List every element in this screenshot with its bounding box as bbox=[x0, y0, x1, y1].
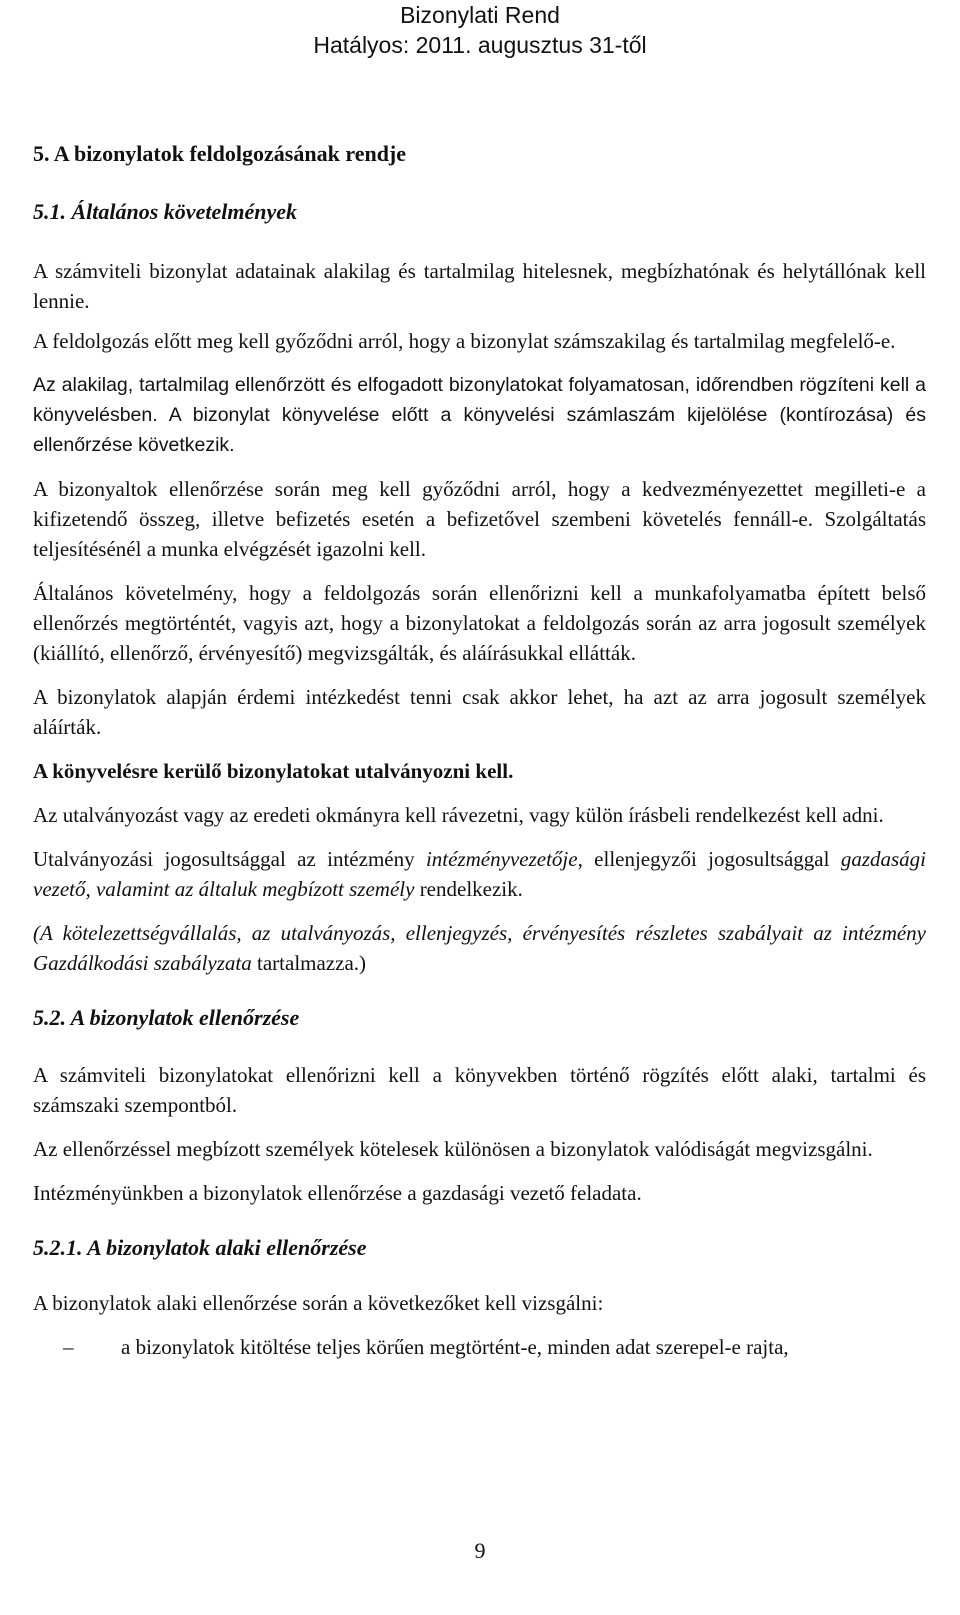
header-effective-date: Hatályos: 2011. augusztus 31-től bbox=[313, 32, 647, 58]
section-5-heading: 5. A bizonylatok feldolgozásának rendje bbox=[33, 141, 407, 166]
text-run: rendelkezik. bbox=[414, 877, 523, 901]
paragraph bbox=[33, 918, 926, 978]
header-title: Bizonylati Rend bbox=[400, 2, 560, 28]
paragraph bbox=[33, 844, 926, 904]
paragraph: A bizonylatok alapján érdemi intézkedést tenni csak akkor lehet, ha azt az arra jogosult személyek aláírták. bbox=[33, 685, 926, 739]
text-run: ellenjegyzői jogosultsággal bbox=[582, 847, 841, 871]
document-body bbox=[33, 138, 926, 1362]
paragraph: Az utalványozást vagy az eredeti okmányra kell rávezetni, vagy külön írásbeli rendelkezést kell adni. bbox=[33, 803, 884, 827]
list-item-text: a bizonylatok kitöltése teljes körűen megtörtént-e, minden adat szerepel-e rajta, bbox=[121, 1335, 789, 1359]
paragraph: Az ellenőrzéssel megbízott személyek kötelesek különösen a bizonylatok valódiságát megvizsgálni. bbox=[33, 1137, 873, 1161]
page-number: 9 bbox=[474, 1538, 486, 1563]
paragraph: Az alakilag, tartalmilag ellenőrzött és elfogadott bizonylatokat folyamatosan, időrendben rögzíteni kell a könyvelésben. A bizonylat könyvelése előtt a könyvelési számlaszám kijelölése (kontírozása) és ellenőrzése következik. bbox=[33, 374, 926, 456]
paragraph: A feldolgozás előtt meg kell győződni arról, hogy a bizonylat számszakilag és tartalmilag megfelelő-e. bbox=[33, 329, 896, 353]
section-5-2-heading: 5.2. A bizonylatok ellenőrzése bbox=[33, 1005, 300, 1030]
text-run: tartalmazza.) bbox=[251, 951, 367, 975]
paragraph: A számviteli bizonylatokat ellenőrizni kell a könyvekben történő rögzítés előtt alaki, tartalmi és számszaki szempontból. bbox=[33, 1063, 926, 1117]
paragraph: A számviteli bizonylat adatainak alakilag és tartalmilag hitelesnek, megbízhatónak és helytállónak kell lennie. bbox=[33, 259, 926, 313]
paragraph: Intézményünkben a bizonylatok ellenőrzése a gazdasági vezető feladata. bbox=[33, 1181, 642, 1205]
paragraph: A bizonyaltok ellenőrzése során meg kell győződni arról, hogy a kedvezményezettet megilleti-e a kifizetendő összeg, illetve befizetés esetén a befizetővel szembeni követelés fennáll-e. Szolgáltatás teljesítésénél a munka elvégzését igazolni kell. bbox=[33, 477, 926, 561]
page-header bbox=[0, 0, 960, 60]
text-run-italic: intézményvezetője, bbox=[425, 847, 583, 871]
text-run-italic: gazdasági vezető, valamint az általuk megbízott személy bbox=[33, 847, 926, 901]
paragraph: Általános követelmény, hogy a feldolgozás során ellenőrizni kell a munkafolyamatba épített belső ellenőrzés megtörténtét, vagyis azt, hogy a bizonylatokat a feldolgozás során az arra jogosult személyek (kiállító, ellenőrző, érvényesítő) megvizsgálták, és aláírásukkal ellátták. bbox=[33, 581, 926, 665]
section-5-2-1-heading: 5.2.1. A bizonylatok alaki ellenőrzése bbox=[33, 1235, 367, 1260]
dash-bullet: – bbox=[63, 1335, 74, 1359]
paragraph-bold: A könyvelésre kerülő bizonylatokat utalványozni kell. bbox=[33, 759, 514, 783]
text-run-italic: Gazdálkodási szabályzata bbox=[33, 951, 252, 975]
paragraph: A bizonylatok alaki ellenőrzése során a következőket kell vizsgálni: bbox=[33, 1291, 604, 1315]
text-run-italic: (A kötelezettségvállalás, az utalványozás, ellenjegyzés, érvényesítés részletes szabályait az intézmény bbox=[33, 921, 926, 945]
list-item bbox=[33, 1332, 926, 1362]
text-run: Utalványozási jogosultsággal az intézmény bbox=[33, 847, 426, 871]
section-5-1-heading: 5.1. Általános követelmények bbox=[33, 199, 297, 224]
